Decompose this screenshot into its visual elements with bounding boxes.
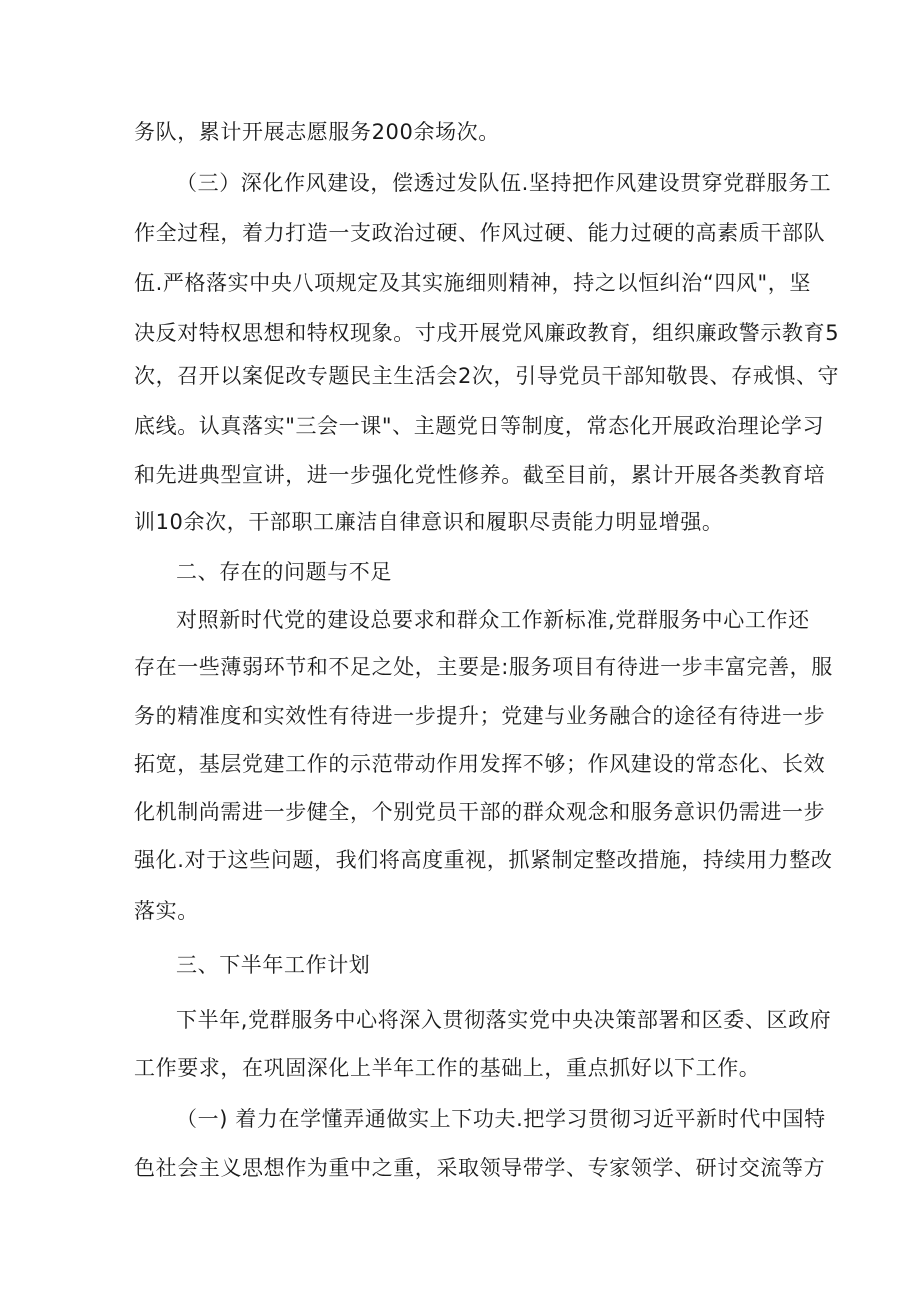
body-text-line: 落实。 xyxy=(134,899,199,923)
body-text-line: 对照新时代党的建设总要求和群众工作新标准,党群服务中心工作还 xyxy=(176,608,810,632)
section-heading: 三、下半年工作计划 xyxy=(176,953,371,977)
body-text-line: 务队，累计开展志愿服务200余场次。 xyxy=(134,120,500,144)
body-text-line: 存在一些薄弱环节和不足之处，主要是:服务项目有待进一步丰富完善，服 xyxy=(134,655,833,679)
body-text-line: 务的精准度和实效性有待进一步提升；党建与业务融合的途径有待进一步 xyxy=(134,704,826,728)
body-text-line: 次，召开以案促改专题民主生活会2次，引导党员干部知敬畏、存戒惧、守 xyxy=(134,364,840,388)
body-text-line: 拓宽，基层党建工作的示范带动作用发挥不够；作风建设的常态化、长效 xyxy=(134,752,826,776)
body-text-line: 化机制尚需进一步健全，个别党员干部的群众观念和服务意识仍需进一步 xyxy=(134,800,826,824)
body-text-line: 伍.严格落实中央八项规定及其实施细则精神，持之以恒纠治“四风"，坚 xyxy=(134,271,812,295)
body-text-line: 工作要求，在巩固深化上半年工作的基础上，重点抓好以下工作。 xyxy=(134,1056,761,1080)
body-text-line: 强化.对于这些问题，我们将高度重视，抓紧制定整改措施，持续用力整改 xyxy=(134,848,833,872)
subsection-heading-line: （三）深化作风建设，偿透过发队伍.坚持把作风建设贯穿党群服务工 xyxy=(176,171,832,195)
subsection-heading-line: （一) 着力在学懂弄通做实上下功夫.把学习贯彻习近平新时代中国特 xyxy=(176,1107,826,1131)
body-text-line: 和先进典型宣讲，进一步强化党性修养。截至目前，累计开展各类教育培 xyxy=(134,463,826,487)
body-text-line: 作全过程，着力打造一支政治过硬、作风过硬、能力过硬的高素质干部队 xyxy=(134,221,826,245)
body-text-line: 下半年,党群服务中心将深入贯彻落实党中央决策部署和区委、区政府 xyxy=(176,1008,832,1032)
body-text-line: 决反对特权思想和特权现象。寸戌开展党风廉政教育，组织廉政警示教育5 xyxy=(134,321,840,345)
body-text-line: 训10余次，干部职工廉洁自律意识和履职尽责能力明显增强。 xyxy=(134,510,724,534)
body-text-line: 底线。认真落实"三会一课"、主题党日等制度，常态化开展政治理论学习 xyxy=(134,414,825,438)
section-heading: 二、存在的问题与不足 xyxy=(176,560,392,584)
body-text-line: 色社会主义思想作为重中之重，采取领导带学、专家领学、研讨交流等方 xyxy=(134,1156,826,1180)
